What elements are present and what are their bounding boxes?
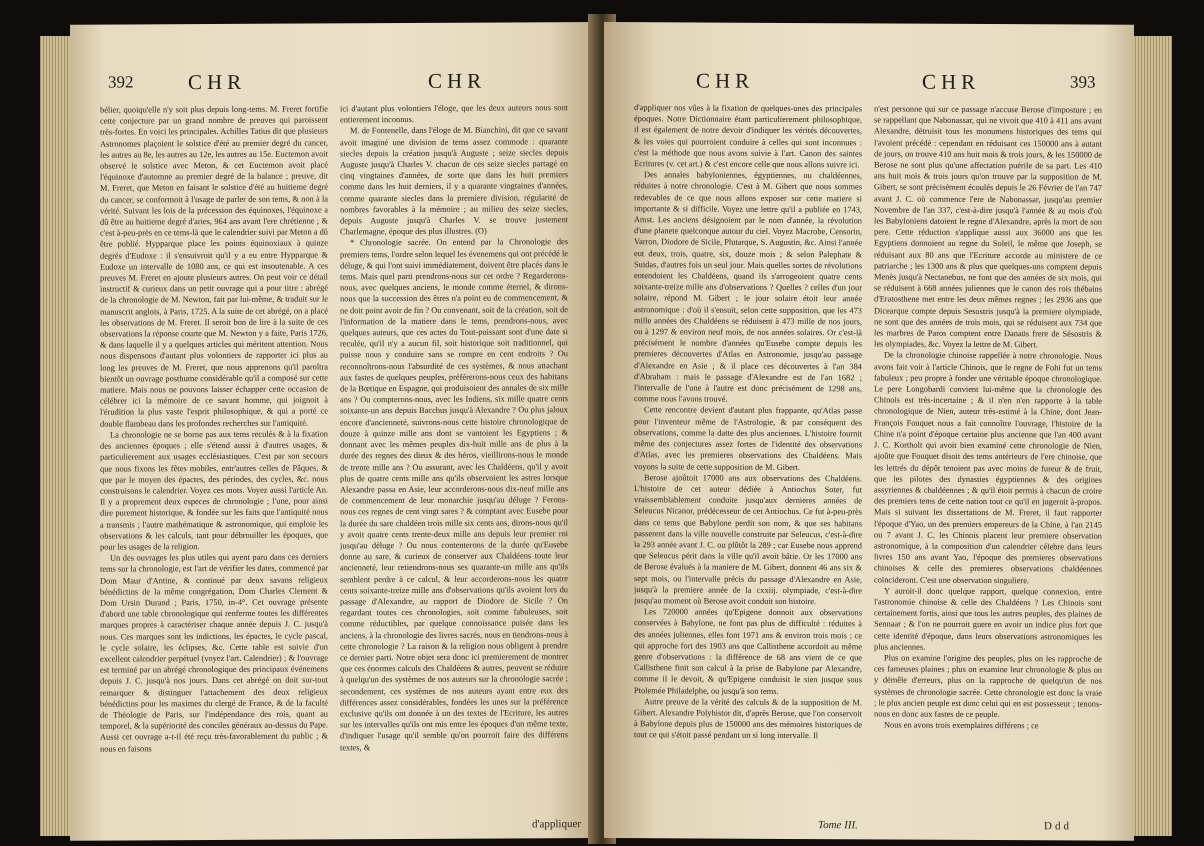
paragraph: Plus on examine l'origine des peuples, plus on les rapproche de ces fameuses plaines ; plus on examine leur chronologie & plus on y démêle d'erreurs, plus on la rapproche de quelqu'un de nos systèmes de chronologie sacrée. Cette chronologie est donc la vraie ; le plus ancien peuple est donc celui qui en est possesseur ; tenons-nous en donc aux fastes de ce peuple. [874,653,1102,720]
paragraph: Autre preuve de la vérité des calculs & de la supposition de M. Gibert. Alexandre Polyhistor dit, d'après Berose, que l'on conservoit à Babylone depuis plus de 150000 ans des mémoires historiques de tout ce qui s'étoit passé pendant un si long intervalle. Il [634,696,862,741]
left-page [70,22,600,841]
paragraph: n'est personne qui sur ce passage n'accuse Berose d'imposture ; en se rappellant que Nabonassar, qui ne vivoit que 410 à 411 ans avant Alexandre, détruisit tous les monumens historiques des tems qui l'avoient précédé : cependant en réduisant ces 150000 ans à autant de jours, on trouve 410 ans huit mois & trois jours, & les 150000 de Berose ne sont plus qu'une affectation puérile de sa part. Les 410 ans huit mois & trois jours qu'on trouve par la supposition de M. Gibert, se sont précisément écoulés depuis le 26 Février de l'an 747 avant J. C. où commence l'ere de Nabonassar, jusqu'au premier Novembre de l'an 337, c'est-à-dire jusqu'à l'année & au mois d'où les Babyloniens datoient le regne d'Alexandre, après la mort de son pere. Cette réduction s'applique aussi aux 36000 ans que les Egyptiens donnoient au regne du Soleil, le même que Joseph, se réduisant aux 80 ans que l'Ecriture accorde au ministere de ce patriarche ; les 1300 ans & plus que quelques-uns comptent depuis Menès jusqu'à Nectanebus, ne font que des années de six mois, qui se réduisent à 668 années juliennes que le canon des rois thébains d'Eratosthene met entre les deux mêmes regnes ; les 2936 ans que Dicearque compte depuis Sesostris jusqu'à la premiere olympiade, ne sont que des années de trois mois, qui se réduisent aux 734 que les marbres de Paros comptent entre Danaüs frere de Sésostris & les olympiades, &c. Voyez la lettre de M. Gibert. [874,104,1102,350]
right-page-column-1 [634,102,862,815]
right-page-column-2 [874,103,1102,816]
paragraph: Berose ajoûtoit 17000 ans aux observations des Chaldéens. L'histoire de cet auteur dédiée à Antiochus Soter, fut vraissemblablement conduite jusqu'aux dernieres années de Seleucus Nicanor, prédécesseur de cet Antiochus. Ce fut à-peu-près dans ce tems que Babylone perdit son nom, & que ses habitans passerent dans la ville nouvelle construite par Seleucus, c'est-à-dire la 293 année avant J. C. ou plûtôt la 289 ; car Eusebe nous apprend que Seleucus périt dans la ville qu'il avoit bâtie. Or les 17000 ans de Berose évalués à la maniere de M. Gibert, donnent 46 ans six & sept mois, ou l'intervalle précis du passage d'Alexandre en Asie, jusqu'à la premiere année de la cxxiij. olympiade, c'est-à-dire jusqu'au moment où Berose avoit conduit son histoire. [634,472,862,607]
running-head-right-2: CHR [922,69,981,94]
paragraph: ici d'autant plus volontiers l'éloge, que les deux auteurs nous sont entierement inconnus. [340,103,568,125]
left-page-column-1 [100,103,328,816]
running-head-left-1: CHR [188,69,247,95]
running-head-left-2: CHR [428,68,487,93]
page-number-right: 393 [1070,72,1096,92]
paragraph: La chronologie ne se borne pas aux tems reculés & à la fixation des anciennes époques ; elle s'étend aussi à d'autres usages, & particulierement aux usages ecclésiastiques. C'est par son secours que nous fixons les fêtes mobiles, entr'autres celles de Pâques, & que par le moyen des épactes, des périodes, des cycles, &c. nous construisons le calendrier. Voyez ces mots. Voyez aussi l'article An. Il y a proprement deux especes de chronologie ; l'une, pour ainsi dire purement historique, & fondée sur les faits que l'antiquité nous a transmis ; l'autre mathématique & astronomique, qui emploie les observations & les calculs, tant pour débrouiller les époques, que pour les usages de la religion. [100,429,328,552]
paragraph: Cette rencontre devient d'autant plus frappante, qu'Atlas passe pour l'inventeur même de l'Astrologie, & par conséquent des observations, comme la datte des plus anciennes. L'histoire fournit même des conjectures assez fortes de l'identité des observations d'Atlas, avec les premieres observations des Chaldéens. Mais voyons la suite de cette supposition de M. Gibert. [634,405,862,472]
paragraph: De la chronologie chinoise rappellée à notre chronologie. Nous avons fait voir à l'article Chinois, que le regne de Fohi fut un tems fabuleux ; peu propre à fonder une véritable époque chronologique. Le pere Longobardi convient lui-même que la chronologie des Chinois est très-incertaine ; & il n'en n'en rapporte à la table chronologique de Nien, auteur très-estimé à la Chine, dont Jean-François Fouquet nous a fait connoître l'ouvrage, l'histoire de la Chine n'a point d'époque certaine plus ancienne que l'an 400 avant J. C. Kortholt qui avoit bien examiné cette chronologie de Nien, ajoûte que Fouquet disoit des tems antérieurs de l'ere chinoise, que les lettrés du dépôt tenoient pas avec moins de fureur & de fruit, que les pilotes des dynasties égyptiennes & des origines assyriennes & chaldéennes ; & qu'il étoit permis à chacun de croire des premiers tems de cette nation tout ce qu'il en jugeroit à-propos. Mais si suivant les dissertations de M. Freret, il faut rapporter l'époque d'Yao, un des premiers empereurs de la Chine, à l'an 2145 ou 7 avant J. C. les Chinois placent leur premiere observation astronomique, à la composition d'un calendrier célebre dans leurs livres 150 ans avant Yao, l'époque des premieres observations chinoises & celle des premieres observations chaldéennes coïncideront. C'est une observation singuliere. [874,350,1102,585]
paragraph: Les 720000 années qu'Epigene donnoit aux observations conservées à Babylone, ne font pas plus de difficulté : réduites à des années juliennes, elles font 1971 ans & environ trois mois ; ce qui approche fort des 1903 ans que Callisthene accordoit au même genre d'observations : la différence de 68 ans vient de ce que Callisthene finit son calcul à la prise de Babylone par Alexandre, comme il le devoit, & qu'Epigene conduisit le sien jusque sous Ptolemée Philadelphe, ou jusqu'à son tems. [634,607,862,696]
left-page-column-2 [340,102,568,815]
volume-signature: Tome III. [818,819,858,832]
paragraph: Y auroit-il donc quelque rapport, quelque connexion, entre l'astronomie chinoise & celle des Chaldéens ? Les Chinois sont certainement fortis, ainsi que tous les autres peuples, des plaines de Sennaar ; & l'on ne pourroit guere en avoir un indice plus fort que cette identité d'époque, dans leurs observations astronomiques les plus anciennes. [874,586,1102,652]
right-page [604,22,1134,841]
paragraph: Nous en avons trois exemplaires différens ; ce [884,720,1039,731]
paragraph: * Chronologie sacrée. On entend par la Chronologie des premiers tems, l'ordre selon lequel les évenemens qui ont précédé le déluge, & qui l'ont suivi immédiatement, doivent être placés dans le tems. Mais quel parti prendrons-nous sur cet ordre ? Regarderons-nous, avec quelques anciens, le monde comme éternel, & dirons-nous que la succession des êtres n'a point eu de commencement, & ne doit point avoir de fin ? Ou convenant, soit de la création, soit de l'information de la matiere dans le tems, prendrons-nous, avec quelques auteurs, que ces actes du Tout-puissant sont d'une date si reculée, qu'il n'y a aucun fil, soit historique soit traditionnel, qui puisse nous y conduire sans se rompre en cent endroits ? Ou reconnoîtrons-nous l'absurdité de ces systèmes, & nous attachant aux fastes de quelques peuples, préférerons-nous ceux des habitans de la Bœtique en Espagne, qui produisoient des annales de six mille ans ? Ou compterons-nous, avec les Indiens, six mille quatre cents soixante-un ans depuis Bacchus jusqu'à Alexandre ? Ou plus jaloux encore d'ancienneté, suivrons-nous cette histoire chronologique de douze à quinze mille ans dont se vantoient les Egyptiens ; & donnant avec les mêmes peuples dix-huit mille ans de plus à la durée des regnes des dieux & des héros, vieillirons-nous le monde de trente mille ans ? Ou assurant, avec les Chaldéens, qu'il y avoit plus de quatre cents mille ans qu'ils observoient les astres lorsque Alexandre passa en Asie, leur accorderons-nous dix-neuf mille ans de commencement de leur monarchie jusqu'au déluge ? Ferons-nous ces regnes de cent vingt sares ? & comptant avec Eusebe pour la durée du sare chaldéen trois mille six cents ans, dirons-nous qu'il y avoit quatre cents trente-deux mille ans depuis leur premier roi jusqu'au déluge ? Ou nous contenterons de la durée qu'Eusebe donne au sare, & curieux de conserver aux Chaldéens toute leur ancienneté, leur retiendrons-nous ses quarante-un mille ans qu'ils semblent perdre à ce calcul, & leur accorderons-nous les quatre cents soixante-treize mille ans d'observations qu'ils avoient lors du passage d'Alexandre, au rapport de Diodore de Sicile ? On regardant toutes ces chronologies, soit comme fabuleuses, soit comme réductibles, par quelque connoissance puisée dans les anciens, à la chronologie des livres sacrés, nous en tiendrons-nous à cette chronologie ? La raison & la religion nous obligent à prendre ce dernier parti. Notre objet sera donc ici premierement de montrer que ces énormes calculs des Chaldéens & autres, peuvent se réduire à quelqu'un des systèmes de nos auteurs sur la chronologie sacrée ; secondement, ces systèmes de nos auteurs ayant entre eux des différences assez considérables, fondées les unes sur la préférence exclusive qu'ils ont donnée à un des textes de l'Ecriture, les autres sur les intervalles qu'ils ont mis entre les époques d'un même texte, d'indiquer l'usage qu'il semble qu'on pourroit faire des différens textes, & [340,237,568,752]
page-number-left: 392 [108,72,134,92]
paragraph: Des annales babyloniennes, égyptiennes, ou chaldéennes, réduites à notre chronologie. C'est à M. Gibert que nous sommes redevables de ce que nous allons exposer sur cette matiere si importante & si difficile. Voyez une lettre qu'il a publiée en 1743, Amst. Les anciens désignoient par le nom d'année, la révolution d'une planete quelconque autour du ciel. Voyez Macrobe, Censorin, Varron, Diodore de Sicile, Plutarque, S. Augustin, &c. Ainsi l'année eut deux, trois, quatre, six, douze mois ; & selon Palephate & Suidas, d'autres fois un seul jour. Mais quelles sortes de révolutions entendoient les Chaldéens, quand ils s'arrogeoient quatre cents soixante-treize mille ans d'observations ? Quelles ? celles d'un jour solaire, répond M. Gibert ; le jour solaire étoit leur année astronomique : d'où il s'ensuit, selon cette supposition, que les 473 mille années des Chaldéens se réduisent à 473 mille de nos jours, ou à 1297 & environ neuf mois, de nos années solaires. Or c'est-là précisément le nombre d'années qu'Eusebe compte depuis les premieres découvertes d'Atlas en Astronomie, jusqu'au passage d'Alexandre en Asie ; & il place ces découvertes à l'an 384 d'Abraham : mais le passage d'Alexandre est de l'an 1682 ; l'intervalle de l'une à l'autre est donc précisément de 1298 ans, comme nous l'avons trouvé. [634,170,862,404]
running-head-right-1: CHR [696,68,755,93]
catchword-right: Ddd [1044,820,1072,833]
catchword-left: d'appliquer [532,818,582,831]
paragraph: Un des ouvrages les plus utiles qui ayent paru dans ces derniers tems sur la chronologie, est l'art de vérifier les dates, commencé par Dom Maur d'Antine, & continué par deux savans religieux bénédictins de la même congrégation, Dom Charles Clement & Dom Ursin Durand ; Paris, 1750, in-4°. Cet ouvrage présente d'abord une table chronologique qui renferme toutes les différentes marques propres à caractériser chaque année depuis J. C. jusqu'à nous. Ces marques sont les indictions, les épactes, le cycle pascal, le cycle solaire, les éclipses, &c. Cette table est suivie d'un excellent calendrier perpétuel (voyez l'art. Calendrier) ; & l'ouvrage est terminé par un abrégé chronologique des principaux événemens depuis J. C. jusqu'à nos jours. Dans cet abrégé on doit sur-tout remarquer & distinguer l'attachement des deux religieux bénédictins pour les maximes du clergé de France, & de la faculté de Théologie de Paris, sur l'indépendance des rois, quant au temporel, & la supériorité des conciles généraux au-dessus du Pape. Aussi cet ouvrage a-t-il été reçu très-favorablement du public ; & nous en faisons [100,552,328,754]
right-page-edges [1132,36,1172,836]
left-page-edges [40,36,72,836]
paragraph: M. de Fontenelle, dans l'éloge de M. Bianchini, dit que ce savant avoit imaginé une division de tems assez commode : quarante siecles depuis la création jusqu'à Auguste ; seize siecles depuis Auguste jusqu'à Charles V. chacun de ces seize siecles partagé en cinq vingtaines d'années, de sorte que dans les huit premiers comme dans les huit derniers, il y a quarante vingtaines d'années, comme quarante siecles dans la premiere division, régularité de nombres favorables à la mémoire ; au milieu des seize siecles, depuis Auguste jusqu'à Charles V. se trouve justement Charlemagne, époque des plus illustres. (O) [340,125,568,237]
paragraph: bélier, quoiqu'elle n'y soit plus depuis long-tems. M. Freret fortifie cette conjecture par un grand nombre de preuves qui paroissent très-fortes. En voici les principales. Achilles Tatius dit que plusieurs Astronomes plaçoient le solstice d'été au premier degré du cancer, les autres au 8e, les autres au 12e, les autres au 15e. Euctemon avoit observé le solstice avec Meton, & cet Euctemon avoit placé l'équinoxe d'automne au premier degré de la balance ; preuve, dit M. Freret, que Meton en faisant le solstice d'été au huitieme degré du cancer, se conformoit à l'usage de parler de son tems, & non à la vérité. Suivant les lois de la précession des équinoxes, l'équinoxe a dû être au huitieme degré d'aries, 964 ans avant l'ere chrétienne ; & c'est à-peu-près en ce tems-là que le calendrier suivi par Meton a dû être publié. Hypparque place les points équinoxiaux à quinze degrés d'Eudoxe : il s'ensuivroit qu'il y a eu entre Hypparque & Eudoxe un intervalle de 1080 ans, ce qui est insoutenable. A ces preuves M. Freret en ajoute plusieurs autres. On peut voir ce détail instructif & curieux dans un petit ouvrage qui a pour titre : abrégé de la chronologie de M. Newton, fait par lui-même, & traduit sur le manuscrit anglois, à Paris, 1725. A la suite de cet abrégé, on a placé les observations de M. Freret. Il seroit bon de lire à la suite de ces observations la réponse courte que M. Newton y a faite, Paris 1726, & dans laquelle il y a quelques articles qui méritent attention. Nous nous dispensons d'autant plus volontiers de rapporter ici plus au long les preuves de M. Freret, que nous apprenons qu'il paroîtra bientôt un ouvrage posthume considérable qu'il a composé sur cette matiere. Mais nous ne pouvons laisser échapper cette occasion de célébrer ici la mémoire de ce savant homme, qui joignoit à l'érudition la plus vaste l'esprit philosophique, & qui a porté ce double flambeau dans les profondes recherches sur l'antiquité. [100,104,328,429]
paragraph: d'appliquer nos vûes à la fixation de quelques-unes des principales époques. Notre Dictionnaire étant particulierement philosophique, il est également de notre devoir d'indiquer les vérités découvertes, & les voies qui pourroient conduire à celles qui sont inconnues : c'est la méthode que nous avons suivie à l'art. Canon des saintes Ecritures (v. cet art.) & c'est encore celle que nous allons suivre ici. [634,103,862,170]
